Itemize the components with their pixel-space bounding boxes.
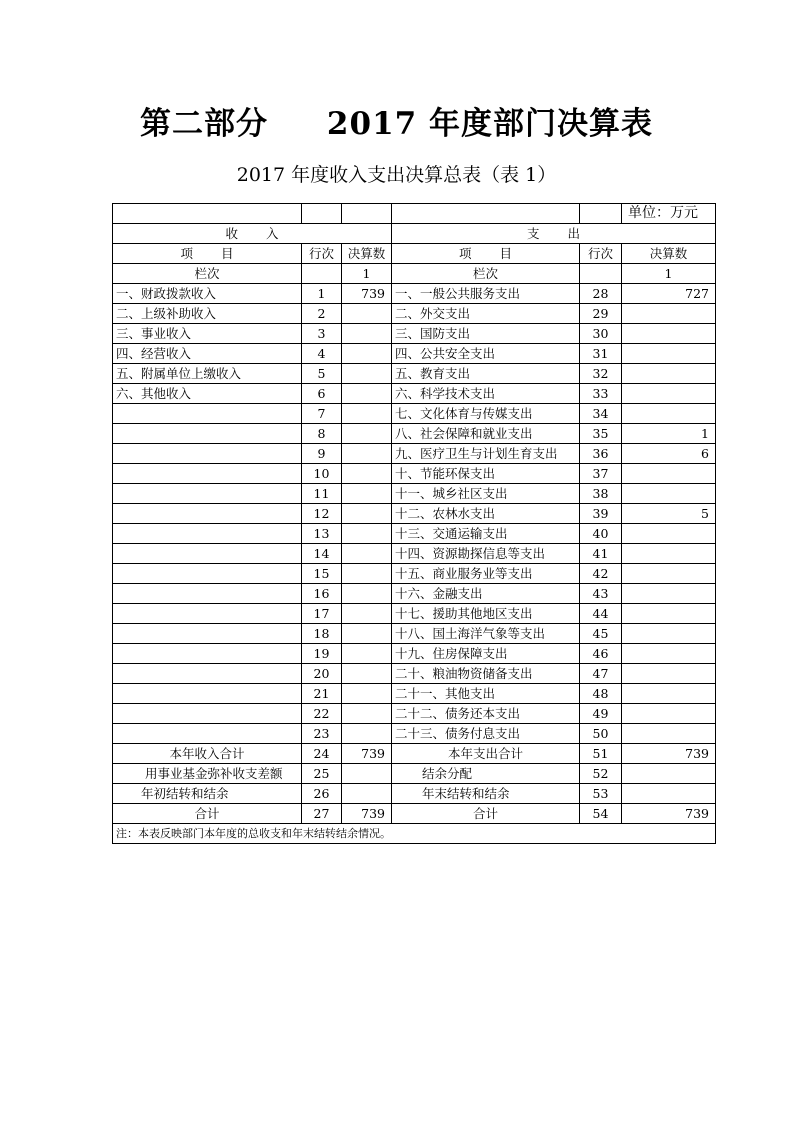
income-amount bbox=[342, 704, 392, 724]
expense-amount bbox=[622, 644, 716, 664]
summary-row bbox=[113, 804, 716, 824]
table-row bbox=[113, 684, 716, 704]
expense-item: 二十、粮油物资储备支出 bbox=[392, 664, 580, 684]
expense-row-no: 39 bbox=[580, 504, 622, 524]
income-item bbox=[113, 644, 302, 664]
income-amount bbox=[342, 364, 392, 384]
table-row bbox=[113, 664, 716, 684]
expense-amount bbox=[622, 364, 716, 384]
expense-item: 十二、农林水支出 bbox=[392, 504, 580, 524]
income-amount bbox=[342, 684, 392, 704]
income-amount bbox=[342, 644, 392, 664]
income-row-no: 2 bbox=[302, 304, 342, 324]
expense-summary-row-no: 51 bbox=[580, 744, 622, 764]
income-item-header: 项目 bbox=[113, 244, 302, 264]
income-amount bbox=[342, 624, 392, 644]
expense-item: 六、科学技术支出 bbox=[392, 384, 580, 404]
expense-item: 十四、资源勘探信息等支出 bbox=[392, 544, 580, 564]
income-amount bbox=[342, 484, 392, 504]
expense-row-no: 46 bbox=[580, 644, 622, 664]
income-column-label: 栏次 bbox=[113, 264, 302, 284]
income-item bbox=[113, 704, 302, 724]
expense-amount: 6 bbox=[622, 444, 716, 464]
table-row bbox=[113, 604, 716, 624]
expense-amount bbox=[622, 564, 716, 584]
income-row-no: 10 bbox=[302, 464, 342, 484]
income-row-no: 13 bbox=[302, 524, 342, 544]
income-amount bbox=[342, 424, 392, 444]
expense-row-no: 31 bbox=[580, 344, 622, 364]
income-amount bbox=[342, 664, 392, 684]
income-amount bbox=[342, 324, 392, 344]
table-row bbox=[113, 624, 716, 644]
expense-summary-item: 年末结转和结余 bbox=[392, 784, 580, 804]
expense-summary-row-no: 53 bbox=[580, 784, 622, 804]
income-amount: 739 bbox=[342, 284, 392, 304]
income-item: 二、上级补助收入 bbox=[113, 304, 302, 324]
expense-item: 二十三、债务付息支出 bbox=[392, 724, 580, 744]
column-header-row bbox=[113, 244, 716, 264]
expense-item: 一、一般公共服务支出 bbox=[392, 284, 580, 304]
expense-row-no: 42 bbox=[580, 564, 622, 584]
expense-amount bbox=[622, 624, 716, 644]
income-header: 收入 bbox=[113, 224, 392, 244]
income-row-no-header: 行次 bbox=[302, 244, 342, 264]
expense-amount bbox=[622, 664, 716, 684]
income-amount bbox=[342, 504, 392, 524]
table-row bbox=[113, 404, 716, 424]
expense-row-no: 49 bbox=[580, 704, 622, 724]
income-item bbox=[113, 724, 302, 744]
table-row bbox=[113, 324, 716, 344]
expense-summary-amount: 739 bbox=[622, 804, 716, 824]
section-header-row bbox=[113, 224, 716, 244]
expense-amount bbox=[622, 524, 716, 544]
expense-amount bbox=[622, 724, 716, 744]
income-amount bbox=[342, 384, 392, 404]
income-summary-amount bbox=[342, 784, 392, 804]
income-amount-header: 决算数 bbox=[342, 244, 392, 264]
income-item bbox=[113, 484, 302, 504]
table-row bbox=[113, 644, 716, 664]
income-row-no: 23 bbox=[302, 724, 342, 744]
expense-amount: 727 bbox=[622, 284, 716, 304]
column-label-row bbox=[113, 264, 716, 284]
table-row bbox=[113, 304, 716, 324]
expense-item: 十、节能环保支出 bbox=[392, 464, 580, 484]
income-item: 一、财政拨款收入 bbox=[113, 284, 302, 304]
expense-summary-amount: 739 bbox=[622, 744, 716, 764]
income-row-no: 22 bbox=[302, 704, 342, 724]
income-item: 五、附属单位上缴收入 bbox=[113, 364, 302, 384]
income-amount bbox=[342, 524, 392, 544]
income-amount bbox=[342, 404, 392, 424]
expense-item: 二十二、债务还本支出 bbox=[392, 704, 580, 724]
table-row bbox=[113, 464, 716, 484]
budget-summary-table bbox=[112, 203, 716, 844]
income-item bbox=[113, 564, 302, 584]
expense-amount-header: 决算数 bbox=[622, 244, 716, 264]
income-row-no: 1 bbox=[302, 284, 342, 304]
income-item bbox=[113, 664, 302, 684]
expense-item: 二十一、其他支出 bbox=[392, 684, 580, 704]
expense-row-no: 48 bbox=[580, 684, 622, 704]
unit-row bbox=[113, 204, 716, 224]
income-row-no: 20 bbox=[302, 664, 342, 684]
income-row-no: 14 bbox=[302, 544, 342, 564]
note-row bbox=[113, 824, 716, 844]
expense-item: 十六、金融支出 bbox=[392, 584, 580, 604]
income-item bbox=[113, 604, 302, 624]
income-row-no: 12 bbox=[302, 504, 342, 524]
expense-item-header: 项目 bbox=[392, 244, 580, 264]
income-item bbox=[113, 424, 302, 444]
table-title: 2017 年度收入支出决算总表（表 1） bbox=[236, 164, 557, 186]
table-row bbox=[113, 384, 716, 404]
income-summary-amount bbox=[342, 764, 392, 784]
table-row bbox=[113, 544, 716, 564]
expense-amount bbox=[622, 384, 716, 404]
table-row bbox=[113, 724, 716, 744]
expense-summary-amount bbox=[622, 784, 716, 804]
expense-row-no: 50 bbox=[580, 724, 622, 744]
table-row bbox=[113, 364, 716, 384]
income-item bbox=[113, 444, 302, 464]
expense-summary-item: 本年支出合计 bbox=[392, 744, 580, 764]
income-item bbox=[113, 684, 302, 704]
income-row-no: 21 bbox=[302, 684, 342, 704]
expense-row-no: 43 bbox=[580, 584, 622, 604]
expense-summary-item: 合计 bbox=[392, 804, 580, 824]
expense-row-no: 45 bbox=[580, 624, 622, 644]
expense-amount bbox=[622, 344, 716, 364]
income-item: 四、经营收入 bbox=[113, 344, 302, 364]
income-summary-item: 用事业基金弥补收支差额 bbox=[113, 764, 302, 784]
income-item bbox=[113, 464, 302, 484]
table-row bbox=[113, 424, 716, 444]
table-row bbox=[113, 504, 716, 524]
income-summary-amount: 739 bbox=[342, 744, 392, 764]
income-item bbox=[113, 584, 302, 604]
expense-item: 十八、国土海洋气象等支出 bbox=[392, 624, 580, 644]
table-row bbox=[113, 344, 716, 364]
expense-row-no: 44 bbox=[580, 604, 622, 624]
expense-amount bbox=[622, 484, 716, 504]
expense-column-label: 栏次 bbox=[392, 264, 580, 284]
table-note: 注：本表反映部门本年度的总收支和年末结转结余情况。 bbox=[113, 824, 716, 844]
expense-item: 九、医疗卫生与计划生育支出 bbox=[392, 444, 580, 464]
income-amount bbox=[342, 464, 392, 484]
expense-row-no: 34 bbox=[580, 404, 622, 424]
income-row-no: 17 bbox=[302, 604, 342, 624]
table-row bbox=[113, 444, 716, 464]
expense-item: 十九、住房保障支出 bbox=[392, 644, 580, 664]
expense-column-no: 1 bbox=[622, 264, 716, 284]
table-row bbox=[113, 524, 716, 544]
income-row-no: 5 bbox=[302, 364, 342, 384]
expense-amount bbox=[622, 684, 716, 704]
summary-row bbox=[113, 764, 716, 784]
summary-row bbox=[113, 744, 716, 764]
income-amount bbox=[342, 304, 392, 324]
expense-amount bbox=[622, 544, 716, 564]
income-row-no: 9 bbox=[302, 444, 342, 464]
income-row-no: 4 bbox=[302, 344, 342, 364]
income-summary-row-no: 26 bbox=[302, 784, 342, 804]
expense-amount: 1 bbox=[622, 424, 716, 444]
income-row-no: 11 bbox=[302, 484, 342, 504]
expense-row-no-header: 行次 bbox=[580, 244, 622, 264]
expense-item: 三、国防支出 bbox=[392, 324, 580, 344]
income-summary-item: 合计 bbox=[113, 804, 302, 824]
income-amount bbox=[342, 544, 392, 564]
expense-item: 五、教育支出 bbox=[392, 364, 580, 384]
income-summary-row-no: 25 bbox=[302, 764, 342, 784]
income-row-no: 8 bbox=[302, 424, 342, 444]
income-item bbox=[113, 404, 302, 424]
income-item bbox=[113, 544, 302, 564]
summary-row bbox=[113, 784, 716, 804]
expense-amount bbox=[622, 704, 716, 724]
expense-row-no: 37 bbox=[580, 464, 622, 484]
expense-row-no: 33 bbox=[580, 384, 622, 404]
page-title: 第二部分 2017 年度部门决算表 bbox=[139, 106, 654, 142]
income-summary-amount: 739 bbox=[342, 804, 392, 824]
expense-row-no: 38 bbox=[580, 484, 622, 504]
income-row-no: 7 bbox=[302, 404, 342, 424]
table-row bbox=[113, 584, 716, 604]
expense-item: 八、社会保障和就业支出 bbox=[392, 424, 580, 444]
expense-row-no: 40 bbox=[580, 524, 622, 544]
expense-row-no: 32 bbox=[580, 364, 622, 384]
expense-row-no: 30 bbox=[580, 324, 622, 344]
income-summary-row-no: 27 bbox=[302, 804, 342, 824]
table-row bbox=[113, 284, 716, 304]
income-row-no: 19 bbox=[302, 644, 342, 664]
income-summary-item: 本年收入合计 bbox=[113, 744, 302, 764]
income-row-no: 6 bbox=[302, 384, 342, 404]
income-amount bbox=[342, 724, 392, 744]
expense-row-no: 28 bbox=[580, 284, 622, 304]
expense-amount: 5 bbox=[622, 504, 716, 524]
income-column-no: 1 bbox=[342, 264, 392, 284]
expense-summary-item: 结余分配 bbox=[392, 764, 580, 784]
income-row-no: 18 bbox=[302, 624, 342, 644]
expense-row-no: 47 bbox=[580, 664, 622, 684]
expense-item: 二、外交支出 bbox=[392, 304, 580, 324]
expense-amount bbox=[622, 584, 716, 604]
expense-amount bbox=[622, 464, 716, 484]
expense-amount bbox=[622, 324, 716, 344]
income-summary-item: 年初结转和结余 bbox=[113, 784, 302, 804]
table-row bbox=[113, 704, 716, 724]
expense-item: 七、文化体育与传媒支出 bbox=[392, 404, 580, 424]
expense-amount bbox=[622, 304, 716, 324]
income-item bbox=[113, 524, 302, 544]
income-amount bbox=[342, 604, 392, 624]
expense-row-no: 35 bbox=[580, 424, 622, 444]
income-row-no: 15 bbox=[302, 564, 342, 584]
income-summary-row-no: 24 bbox=[302, 744, 342, 764]
income-amount bbox=[342, 444, 392, 464]
table-row bbox=[113, 564, 716, 584]
expense-header: 支出 bbox=[392, 224, 716, 244]
income-item bbox=[113, 624, 302, 644]
income-amount bbox=[342, 564, 392, 584]
expense-row-no: 41 bbox=[580, 544, 622, 564]
table-row bbox=[113, 484, 716, 504]
income-item: 三、事业收入 bbox=[113, 324, 302, 344]
expense-item: 十七、援助其他地区支出 bbox=[392, 604, 580, 624]
expense-amount bbox=[622, 404, 716, 424]
income-amount bbox=[342, 344, 392, 364]
expense-item: 十三、交通运输支出 bbox=[392, 524, 580, 544]
income-row-no: 16 bbox=[302, 584, 342, 604]
income-amount bbox=[342, 584, 392, 604]
expense-row-no: 36 bbox=[580, 444, 622, 464]
expense-summary-row-no: 54 bbox=[580, 804, 622, 824]
expense-item: 十一、城乡社区支出 bbox=[392, 484, 580, 504]
expense-amount bbox=[622, 604, 716, 624]
expense-item: 四、公共安全支出 bbox=[392, 344, 580, 364]
unit-label: 单位：万元 bbox=[622, 204, 716, 224]
expense-item: 十五、商业服务业等支出 bbox=[392, 564, 580, 584]
income-item: 六、其他收入 bbox=[113, 384, 302, 404]
expense-summary-amount bbox=[622, 764, 716, 784]
expense-row-no: 29 bbox=[580, 304, 622, 324]
expense-summary-row-no: 52 bbox=[580, 764, 622, 784]
income-row-no: 3 bbox=[302, 324, 342, 344]
income-item bbox=[113, 504, 302, 524]
